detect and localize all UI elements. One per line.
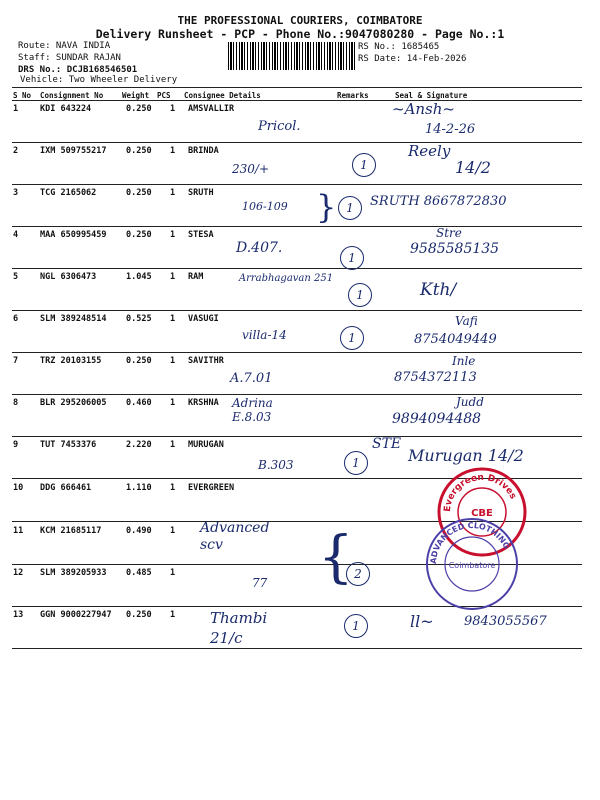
runsheet-subtitle: Delivery Runsheet - PCP - Phone No.:9047080280 - Page No.:1 [95,27,505,41]
cell-consignment: MAA 650995459 [40,230,107,240]
cell-consignment: KCM 21685117 [40,526,102,536]
remark-circle: 1 [348,283,372,307]
cell-weight: 0.250 [126,188,152,198]
cell-weight: 0.460 [126,398,152,408]
cell-weight: 0.250 [126,146,152,156]
cell-consignment: GGN 9000227947 [40,610,112,620]
remark-circle: 1 [344,614,368,638]
cell-sno: 7 [13,356,19,366]
cell-consignee: VASUGI [188,314,219,324]
drs-label: DRS No.: DCJB168546501 [18,65,138,75]
cell-weight: 0.250 [126,610,152,620]
stamp-ring-text: ADVANCED CLOTHING [428,520,512,565]
row-divider [12,606,582,607]
cell-pcs: 1 [170,146,176,156]
handwritten-date: 14/2 [455,158,491,177]
handwritten-note: D.407. [236,240,283,256]
stamp-center-text: CBE [471,508,493,519]
cell-weight: 1.045 [126,272,152,282]
cell-sno: 8 [13,398,19,408]
route-label: Route: NAVA INDIA [18,41,111,51]
handwritten-phone: 9843055567 [464,614,547,629]
row-divider [12,436,582,437]
cell-pcs: 1 [170,272,176,282]
cell-consignee: KRSHNA [188,398,219,408]
row-divider [12,268,582,269]
rs-date: RS Date: 14-Feb-2026 [358,54,467,64]
col-consignment: Consignment No [40,91,104,100]
handwritten-note: 77 [252,576,268,590]
handwritten-remark: SRUTH 8667872830 [370,194,507,209]
handwritten-note: villa-14 [242,328,287,342]
cell-weight: 1.110 [126,483,152,493]
stamp-center-text: Coimbatore [448,561,496,570]
col-remarks: Remarks [337,91,369,100]
stamp-ring-text: Evergreen Drives [442,472,518,513]
cell-consignment: SLM 389205933 [40,568,107,578]
handwritten-note: Advanced scv [200,520,270,553]
remark-circle: 1 [340,246,364,270]
brace: } [316,188,337,226]
cell-sno: 5 [13,272,19,282]
signature-row-4: Stre [436,226,462,240]
cell-pcs: 1 [170,526,176,536]
cell-weight: 0.485 [126,568,152,578]
cell-weight: 0.250 [126,104,152,114]
remark-circle: 1 [340,326,364,350]
cell-consignment: DDG 666461 [40,483,92,493]
col-pcs: PCS [157,91,171,100]
remark-circle: 1 [352,153,376,177]
cell-pcs: 1 [170,230,176,240]
handwritten-phone: 8754372113 [394,370,477,385]
cell-consignee: BRINDA [188,146,219,156]
handwritten-phone: 8754049449 [414,332,497,347]
cell-pcs: 1 [170,610,176,620]
cell-consignee: AMSVALLIR [188,104,235,114]
row-divider [12,226,582,227]
cell-sno: 6 [13,314,19,324]
cell-pcs: 1 [170,356,176,366]
cell-consignment: NGL 6306473 [40,272,97,282]
cell-pcs: 1 [170,440,176,450]
cell-weight: 0.525 [126,314,152,324]
cell-sno: 12 [13,568,24,578]
cell-sno: 11 [13,526,24,536]
advanced-clothing-stamp [424,516,520,612]
row-divider [12,648,582,649]
cell-pcs: 1 [170,398,176,408]
signature-row-6: Vafi [455,314,478,328]
cell-consignment: BLR 295206005 [40,398,107,408]
remark-circle: 1 [344,451,368,475]
handwritten-phone: 9894094488 [392,411,482,427]
cell-weight: 2.220 [126,440,152,450]
remark-circle: 2 [346,562,370,586]
cell-consignment: TCG 2165062 [40,188,97,198]
handwritten-signature: Murugan 14/2 [408,446,524,465]
cell-consignment: TRZ 20103155 [40,356,102,366]
cell-sno: 4 [13,230,19,240]
cell-sno: 9 [13,440,19,450]
signature-row-7: Inle [452,354,476,368]
row-divider [12,142,582,143]
handwritten-note: A.7.01 [230,371,273,386]
handwritten-note: 230/+ [232,162,270,176]
handwritten-note: Adrina E.8.03 [232,396,273,424]
handwritten-phone: 9585585135 [410,241,500,257]
cell-consignee: MURUGAN [188,440,224,450]
vehicle-label: Vehicle: Two Wheeler Delivery [20,75,178,85]
cell-consignment: IXM 509755217 [40,146,107,156]
handwritten-note: Thambi 21/c [210,609,268,647]
rs-number: RS No.: 1685465 [358,42,440,52]
signature-row-2: Reely [408,142,451,160]
company-title: THE PROFESSIONAL COURIERS, COIMBATORE [177,14,423,27]
row-divider [12,184,582,185]
signature-row-1: ~Ansh~ [392,100,455,118]
handwritten-note: Pricol. [258,119,301,134]
cell-weight: 0.250 [126,356,152,366]
col-weight: Weight [122,91,150,100]
cell-pcs: 1 [170,188,176,198]
table-top-rule [12,87,582,88]
cell-consignment: SLM 389248514 [40,314,107,324]
signature-row-5: Kth/ [420,280,457,300]
handwritten-note: B.303 [258,458,294,472]
cell-pcs: 1 [170,483,176,493]
cell-consignee: EVERGREEN [188,483,235,493]
cell-consignee: RAM [188,272,204,282]
remark-circle: 1 [338,196,362,220]
row-divider [12,352,582,353]
cell-sno: 13 [13,610,24,620]
signature-row-8: Judd [456,395,484,409]
cell-pcs: 1 [170,568,176,578]
cell-consignee: SRUTH [188,188,214,198]
row-divider [12,310,582,311]
handwritten-note: 106-109 [242,200,288,213]
table-header-rule [12,100,582,101]
cell-consignee: STESA [188,230,214,240]
cell-sno: 10 [13,483,24,493]
cell-pcs: 1 [170,104,176,114]
cell-consignment: KDI 643224 [40,104,92,114]
cell-weight: 0.490 [126,526,152,536]
col-sno: S No [13,91,32,100]
cell-sno: 3 [13,188,19,198]
col-seal: Seal & Signature [395,91,468,100]
cell-pcs: 1 [170,314,176,324]
cell-sno: 1 [13,104,19,114]
handwritten-remark: STE [372,436,402,452]
handwritten-note: Arrabhagavan 251 [238,273,334,284]
row-divider [12,394,582,395]
barcode [228,42,356,70]
cell-consignee: SAVITHR [188,356,224,366]
cell-sno: 2 [13,146,19,156]
cell-consignment: TUT 7453376 [40,440,97,450]
handwritten-date: 14-2-26 [425,122,476,137]
staff-label: Staff: SUNDAR RAJAN [18,53,121,63]
col-consignee: Consignee Details [184,91,261,100]
brace: { [318,525,354,590]
signature-row-13: ll~ [410,612,434,631]
cell-weight: 0.250 [126,230,152,240]
